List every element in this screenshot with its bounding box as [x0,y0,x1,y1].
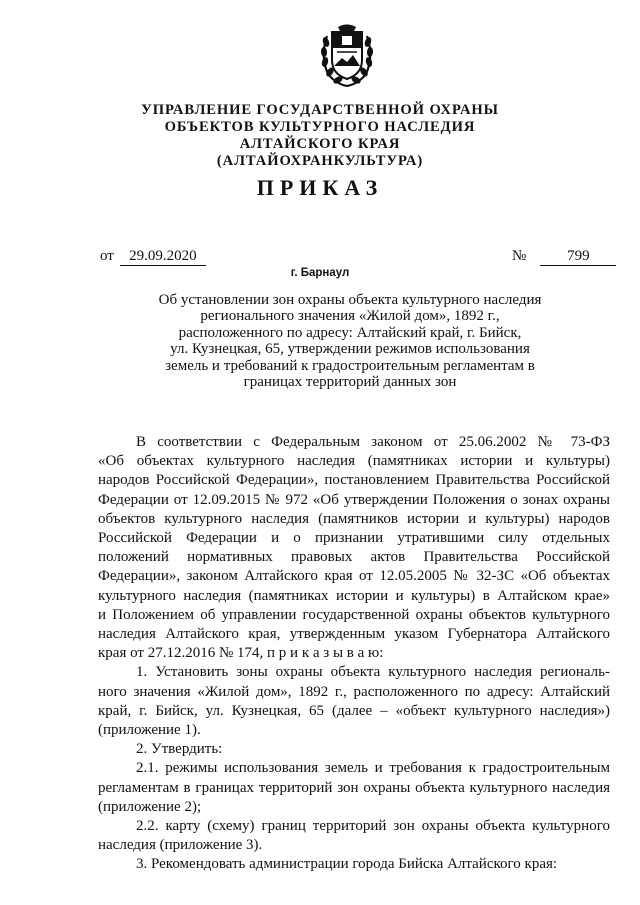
order-date [100,248,206,266]
org-line: ОБЪЕКТОВ КУЛЬТУРНОГО НАСЛЕДИЯ [164,119,476,135]
body-line: (приложение 1). [98,722,201,739]
org-line: АЛТАЙСКОГО КРАЯ [239,136,401,152]
date-value: 29.09.2020 [120,248,206,266]
body-line: Федерации», законом Алтайского края от 12.05.2005 № 32-ЗС «Об объектах [98,568,610,585]
city-name: г. Барнаул [290,267,350,279]
date-prefix: от [100,248,114,264]
order-number [512,248,616,266]
body-line: народов Российской Федерации», постановлением Правительства Российской [98,472,610,489]
org-line: УПРАВЛЕНИЕ ГОСУДАРСТВЕННОЙ ОХРАНЫ [141,102,499,118]
body-line: 1. Установить зоны охраны объекта культурного наследия региональ- [136,664,610,681]
body-line: 3. Рекомендовать администрации города Бийска Алтайского края: [136,856,558,873]
body-line: (приложение 2); [98,798,202,815]
order-body [98,433,610,875]
body-line: края от 27.12.2016 № 174, п р и к а з ы в а ю: [98,645,384,662]
body-line: положений нормативных правовых актов Правительства Российской [98,549,610,566]
order-subject [130,292,570,390]
subject-line: земель и требований к градостроительным регламентам в [165,357,535,374]
document-type-title: ПРИКАЗ [256,175,384,200]
body-line: Федерации от 12.09.2015 № 972 «Об утверждении Положения о зонах охраны [98,491,610,508]
body-line: объектов культурного наследия (памятников истории и культуры) народов [98,510,610,527]
body-line: «Об объектах культурного наследия (памятниках истории и культуры) [98,453,610,470]
body-line: край, г. Бийск, ул. Кузнецкая, 65 (далее – «объект культурного наследия») [98,702,610,719]
body-line: В соответствии с Федеральным законом от 25.06.2002 № 73-ФЗ [136,434,610,450]
body-line: наследия (приложение 3). [98,837,263,854]
body-line: Российской Федерации и о признании утратившими силу отдельных [98,530,610,547]
body-line: культурного наследия (памятниках истории и культуры) в Алтайском крае» [98,587,610,604]
body-line: наследия Алтайского края, утвержденным указом Губернатора Алтайского [98,626,610,643]
subject-line: ул. Кузнецкая, 65, утверждении режимов использования [170,341,530,358]
organization-name [0,102,640,170]
body-line: 2.1. режимы использования земель и требования к градостроительным [136,760,610,777]
number-value: 799 [540,248,616,266]
org-line: (АЛТАЙОХРАНКУЛЬТУРА) [216,153,424,169]
body-line: 2.2. карту (схему) границ территорий зон охраны объекта культурного [136,818,610,835]
subject-line: расположенного по адресу: Алтайский край, г. Бийск, [178,324,522,341]
number-prefix: № [512,248,527,264]
subject-line: Об установлении зон охраны объекта культурного наследия [158,292,542,308]
body-line: регламентам в границах территорий зон охраны объекта культурного наследия [98,779,610,796]
body-line: и Положением об управлении государственной охраны объектов культурного [98,606,610,623]
subject-line: границах территорий данных зон [243,374,457,391]
body-line: 2. Утвердить: [136,741,223,758]
subject-line: регионального значения «Жилой дом», 1892 г., [200,308,500,325]
altai-krai-coat-of-arms-icon [318,22,376,88]
body-line: ного значения «Жилой дом», 1892 г., расположенного по адресу: Алтайский [98,683,610,700]
